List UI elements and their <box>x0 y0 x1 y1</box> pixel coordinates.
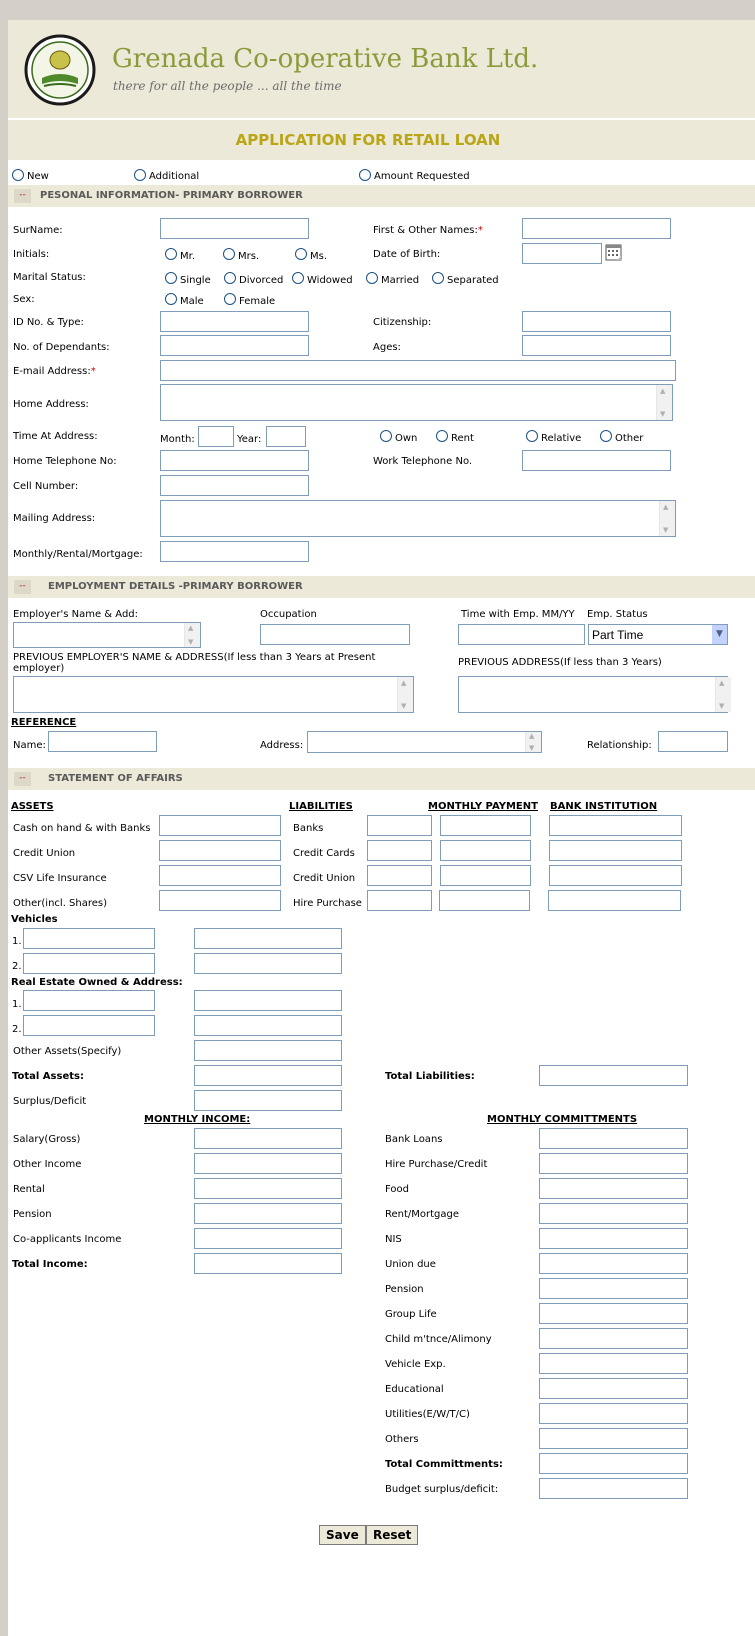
radio-widowed[interactable] <box>292 272 304 284</box>
commit-hire-purchase-input[interactable] <box>539 1153 688 1174</box>
radio-male[interactable] <box>165 293 177 305</box>
label-total-commitments: Total Committments: <box>385 1459 503 1470</box>
credit-union-amount-input[interactable] <box>367 865 432 886</box>
label-month: Month: <box>160 434 195 445</box>
section-affairs-title: STATEMENT OF AFFAIRS <box>48 773 183 784</box>
bank-tagline: there for all the people ... all the time <box>113 79 342 93</box>
calendar-icon[interactable] <box>605 243 623 262</box>
label-home-tel: Home Telephone No: <box>13 456 117 467</box>
vehicle-2-value-input[interactable] <box>194 953 342 974</box>
email-input[interactable] <box>160 360 676 381</box>
vehicles-heading: Vehicles <box>11 914 58 925</box>
credit-cards-institution-input[interactable] <box>549 840 682 861</box>
label-monthly-rental: Monthly/Rental/Mortgage: <box>13 549 143 560</box>
label-ref-address: Address: <box>260 740 304 751</box>
radio-single[interactable] <box>165 272 177 284</box>
label-male: Male <box>180 296 204 307</box>
label-prev-employer: PREVIOUS EMPLOYER'S NAME & ADDRESS(If less than 3 Years at Present employer) <box>13 652 376 674</box>
commit-utilities-input[interactable] <box>539 1403 688 1424</box>
banks-institution-input[interactable] <box>549 815 682 836</box>
label-income-salary: Salary(Gross) <box>13 1134 81 1145</box>
prev-employer-textarea[interactable]: ▲ ▼ <box>13 676 414 713</box>
label-commit-nis: NIS <box>385 1234 402 1245</box>
credit-cards-amount-input[interactable] <box>367 840 432 861</box>
income-rental-input[interactable] <box>194 1178 342 1199</box>
liabilities-heading: LIABILITIES <box>289 801 353 812</box>
monthly-commitments-heading: MONTHLY COMMITTMENTS <box>487 1114 638 1125</box>
label-home-address: Home Address: <box>13 399 89 410</box>
label-commit-child-alimony: Child m'tnce/Alimony <box>385 1334 492 1345</box>
radio-rent[interactable] <box>436 430 448 442</box>
surplus-input[interactable] <box>194 1090 342 1111</box>
label-married: Married <box>381 275 420 286</box>
credit-union-asset-input[interactable] <box>159 840 281 861</box>
label-rent: Rent <box>451 433 474 444</box>
label-commit-food: Food <box>385 1184 409 1195</box>
label-first-names: First & Other Names:* <box>373 225 483 236</box>
label-total-assets: Total Assets: <box>12 1071 84 1082</box>
section-employment-header <box>8 576 755 598</box>
real-estate-2-input[interactable] <box>23 1015 155 1036</box>
chevron-down-icon[interactable]: ▼ <box>712 625 727 644</box>
time-with-emp-input[interactable] <box>458 624 585 645</box>
label-real-estate-1: 1. <box>12 999 22 1010</box>
label-id-no: ID No. & Type: <box>13 317 84 328</box>
radio-other-residence[interactable] <box>600 430 612 442</box>
income-salary-input[interactable] <box>194 1128 342 1149</box>
label-mrs: Mrs. <box>238 251 260 262</box>
label-budget-surplus: Budget surplus/deficit: <box>385 1484 499 1495</box>
commit-others-input[interactable] <box>539 1428 688 1449</box>
home-tel-input[interactable] <box>160 450 309 471</box>
other-shares-input[interactable] <box>159 890 281 911</box>
label-commit-group-life: Group Life <box>385 1309 437 1320</box>
label-relative: Relative <box>541 433 582 444</box>
label-other-residence: Other <box>615 433 644 444</box>
monthly-payment-heading: MONTHLY PAYMENT <box>428 801 538 812</box>
bank-name: Grenada Co-operative Bank Ltd. <box>112 44 539 74</box>
label-total-liabilities: Total Liabilities: <box>385 1071 475 1082</box>
label-surname: SurName: <box>13 225 63 236</box>
label-total-income: Total Income: <box>12 1259 88 1270</box>
collapse-employment-button[interactable]: -- <box>14 580 31 594</box>
label-commit-union-due: Union due <box>385 1259 436 1270</box>
vehicle-1-value-input[interactable] <box>194 928 342 949</box>
label-ages: Ages: <box>373 342 401 353</box>
radio-new[interactable] <box>12 169 24 181</box>
budget-surplus-input[interactable] <box>539 1478 688 1499</box>
income-coapplicants-input[interactable] <box>194 1228 342 1249</box>
label-hire-purchase: Hire Purchase <box>293 898 362 909</box>
label-ref-name: Name: <box>13 740 46 751</box>
emp-status-value: Part Time <box>592 628 644 642</box>
label-mailing: Mailing Address: <box>13 513 96 524</box>
work-tel-input[interactable] <box>522 450 671 471</box>
collapse-affairs-button[interactable]: -- <box>14 772 31 786</box>
dependants-input[interactable] <box>160 335 309 356</box>
label-cash: Cash on hand & with Banks <box>13 823 151 834</box>
commit-bank-loans-input[interactable] <box>539 1128 688 1149</box>
income-other-input[interactable] <box>194 1153 342 1174</box>
commit-educational-input[interactable] <box>539 1378 688 1399</box>
commit-union-due-input[interactable] <box>539 1253 688 1274</box>
first-names-input[interactable] <box>522 218 671 239</box>
hire-purchase-payment-input[interactable] <box>439 890 530 911</box>
credit-union-institution-input[interactable] <box>549 865 682 886</box>
section-personal-header <box>8 185 755 207</box>
label-time-at-address: Time At Address: <box>13 431 98 442</box>
total-income-input[interactable] <box>194 1253 342 1274</box>
label-email: E-mail Address:* <box>13 366 96 377</box>
label-surplus: Surplus/Deficit <box>13 1096 87 1107</box>
label-other-shares: Other(incl. Shares) <box>13 898 108 909</box>
assets-heading: ASSETS <box>11 801 54 812</box>
label-single: Single <box>180 275 211 286</box>
dob-input[interactable] <box>522 243 602 264</box>
label-additional: Additional <box>149 171 200 182</box>
label-commit-bank-loans: Bank Loans <box>385 1134 443 1145</box>
label-commit-vehicle: Vehicle Exp. <box>385 1359 446 1370</box>
radio-amount-requested[interactable] <box>359 169 371 181</box>
label-income-coapplicants: Co-applicants Income <box>13 1234 122 1245</box>
label-banks: Banks <box>293 823 324 834</box>
label-marital-status: Marital Status: <box>13 272 86 283</box>
form-title: APPLICATION FOR RETAIL LOAN <box>235 131 501 149</box>
ref-name-input[interactable] <box>48 731 157 752</box>
year-input[interactable] <box>266 426 306 447</box>
ages-input[interactable] <box>522 335 671 356</box>
label-separated: Separated <box>447 275 499 286</box>
label-credit-union-asset: Credit Union <box>13 848 76 859</box>
real-estate-1-value-input[interactable] <box>194 990 342 1011</box>
banks-amount-input[interactable] <box>367 815 432 836</box>
prev-address-textarea[interactable]: ▲ ▼ <box>458 676 728 713</box>
emp-status-select[interactable] <box>588 624 728 645</box>
ref-address-textarea[interactable]: ▲ ▼ <box>307 731 542 753</box>
mailing-address-textarea[interactable]: ▲ ▼ <box>160 500 676 537</box>
income-pension-input[interactable] <box>194 1203 342 1224</box>
label-divorced: Divorced <box>239 275 284 286</box>
label-time-with-emp: Time with Emp. MM/YY <box>461 609 575 620</box>
label-emp-status: Emp. Status <box>587 609 648 620</box>
section-affairs-header <box>8 768 755 790</box>
reset-button[interactable]: Reset <box>366 1525 418 1545</box>
radio-female[interactable] <box>224 293 236 305</box>
label-new: New <box>27 171 49 182</box>
label-mr: Mr. <box>180 251 195 262</box>
commit-food-input[interactable] <box>539 1178 688 1199</box>
radio-separated[interactable] <box>432 272 444 284</box>
label-commit-pension: Pension <box>385 1284 424 1295</box>
label-credit-union-liab: Credit Union <box>293 873 356 884</box>
real-estate-heading: Real Estate Owned & Address: <box>11 977 183 988</box>
label-widowed: Widowed <box>307 275 353 286</box>
label-income-pension: Pension <box>13 1209 52 1220</box>
radio-ms[interactable] <box>295 248 307 260</box>
label-female: Female <box>239 296 276 307</box>
label-income-rental: Rental <box>13 1184 45 1195</box>
vehicle-1-input[interactable] <box>23 928 155 949</box>
credit-union-payment-input[interactable] <box>440 865 531 886</box>
total-commitments-input[interactable] <box>539 1453 688 1474</box>
label-initials: Initials: <box>13 249 50 260</box>
commit-group-life-input[interactable] <box>539 1303 688 1324</box>
label-work-tel: Work Telephone No. <box>373 456 473 467</box>
cell-input[interactable] <box>160 475 309 496</box>
bank-seal-logo <box>20 34 100 106</box>
loan-application-page <box>8 20 755 1636</box>
banks-payment-input[interactable] <box>440 815 531 836</box>
header-banner <box>8 20 755 118</box>
radio-mr[interactable] <box>165 248 177 260</box>
hire-purchase-amount-input[interactable] <box>367 890 432 911</box>
label-employer: Employer's Name & Add: <box>13 609 139 620</box>
label-sex: Sex: <box>13 294 35 305</box>
label-year: Year: <box>237 434 262 445</box>
collapse-personal-button[interactable]: -- <box>14 189 31 203</box>
employer-textarea[interactable]: ▲ ▼ <box>13 622 201 648</box>
form-title-bar <box>8 120 755 160</box>
cash-input[interactable] <box>159 815 281 836</box>
commit-nis-input[interactable] <box>539 1228 688 1249</box>
label-relationship: Relationship: <box>587 740 652 751</box>
label-commit-educational: Educational <box>385 1384 444 1395</box>
commit-child-alimony-input[interactable] <box>539 1328 688 1349</box>
label-citizenship: Citizenship: <box>373 317 432 328</box>
vehicle-2-input[interactable] <box>23 953 155 974</box>
label-commit-rent: Rent/Mortgage <box>385 1209 460 1220</box>
label-commit-others: Others <box>385 1434 419 1445</box>
other-assets-input[interactable] <box>194 1040 342 1061</box>
csv-life-input[interactable] <box>159 865 281 886</box>
label-dependants: No. of Dependants: <box>13 342 110 353</box>
credit-cards-payment-input[interactable] <box>440 840 531 861</box>
label-dob: Date of Birth: <box>373 249 441 260</box>
radio-mrs[interactable] <box>223 248 235 260</box>
label-prev-address: PREVIOUS ADDRESS(If less than 3 Years) <box>458 657 662 668</box>
label-own: Own <box>395 433 418 444</box>
bank-institution-heading: BANK INSTITUTION <box>550 801 658 812</box>
commit-rent-input[interactable] <box>539 1203 688 1224</box>
radio-own[interactable] <box>380 430 392 442</box>
total-assets-input[interactable] <box>194 1065 342 1086</box>
radio-married[interactable] <box>366 272 378 284</box>
label-ms: Ms. <box>310 251 328 262</box>
save-button[interactable]: Save <box>319 1525 366 1545</box>
hire-purchase-institution-input[interactable] <box>548 890 681 911</box>
radio-relative[interactable] <box>526 430 538 442</box>
section-employment-title: EMPLOYMENT DETAILS -PRIMARY BORROWER <box>48 581 303 592</box>
surname-input[interactable] <box>160 218 309 239</box>
label-other-assets: Other Assets(Specify) <box>13 1046 122 1057</box>
id-no-input[interactable] <box>160 311 309 332</box>
total-liabilities-input[interactable] <box>539 1065 688 1086</box>
home-address-textarea[interactable]: ▲ ▼ <box>160 384 673 421</box>
label-vehicle-2: 2. <box>12 961 22 972</box>
label-commit-utilities: Utilities(E/W/T/C) <box>385 1409 470 1420</box>
relationship-input[interactable] <box>658 731 728 752</box>
label-credit-cards: Credit Cards <box>293 848 355 859</box>
label-occupation: Occupation <box>260 609 317 620</box>
real-estate-2-value-input[interactable] <box>194 1015 342 1036</box>
section-personal-title: PESONAL INFORMATION- PRIMARY BORROWER <box>40 190 303 201</box>
real-estate-1-input[interactable] <box>23 990 155 1011</box>
radio-divorced[interactable] <box>224 272 236 284</box>
label-commit-hire-purchase: Hire Purchase/Credit <box>385 1159 488 1170</box>
reference-heading: REFERENCE <box>11 717 77 728</box>
citizenship-input[interactable] <box>522 311 671 332</box>
monthly-income-heading: MONTHLY INCOME: <box>144 1114 251 1125</box>
commit-vehicle-input[interactable] <box>539 1353 688 1374</box>
label-real-estate-2: 2. <box>12 1024 22 1035</box>
commit-pension-input[interactable] <box>539 1278 688 1299</box>
monthly-rental-input[interactable] <box>160 541 309 562</box>
month-input[interactable] <box>198 426 234 447</box>
occupation-input[interactable] <box>260 624 410 645</box>
label-amount-requested: Amount Requested <box>374 171 470 182</box>
label-cell: Cell Number: <box>13 481 79 492</box>
radio-additional[interactable] <box>134 169 146 181</box>
label-vehicle-1: 1. <box>12 936 22 947</box>
label-csv-life: CSV Life Insurance <box>13 873 107 884</box>
label-income-other: Other Income <box>13 1159 82 1170</box>
